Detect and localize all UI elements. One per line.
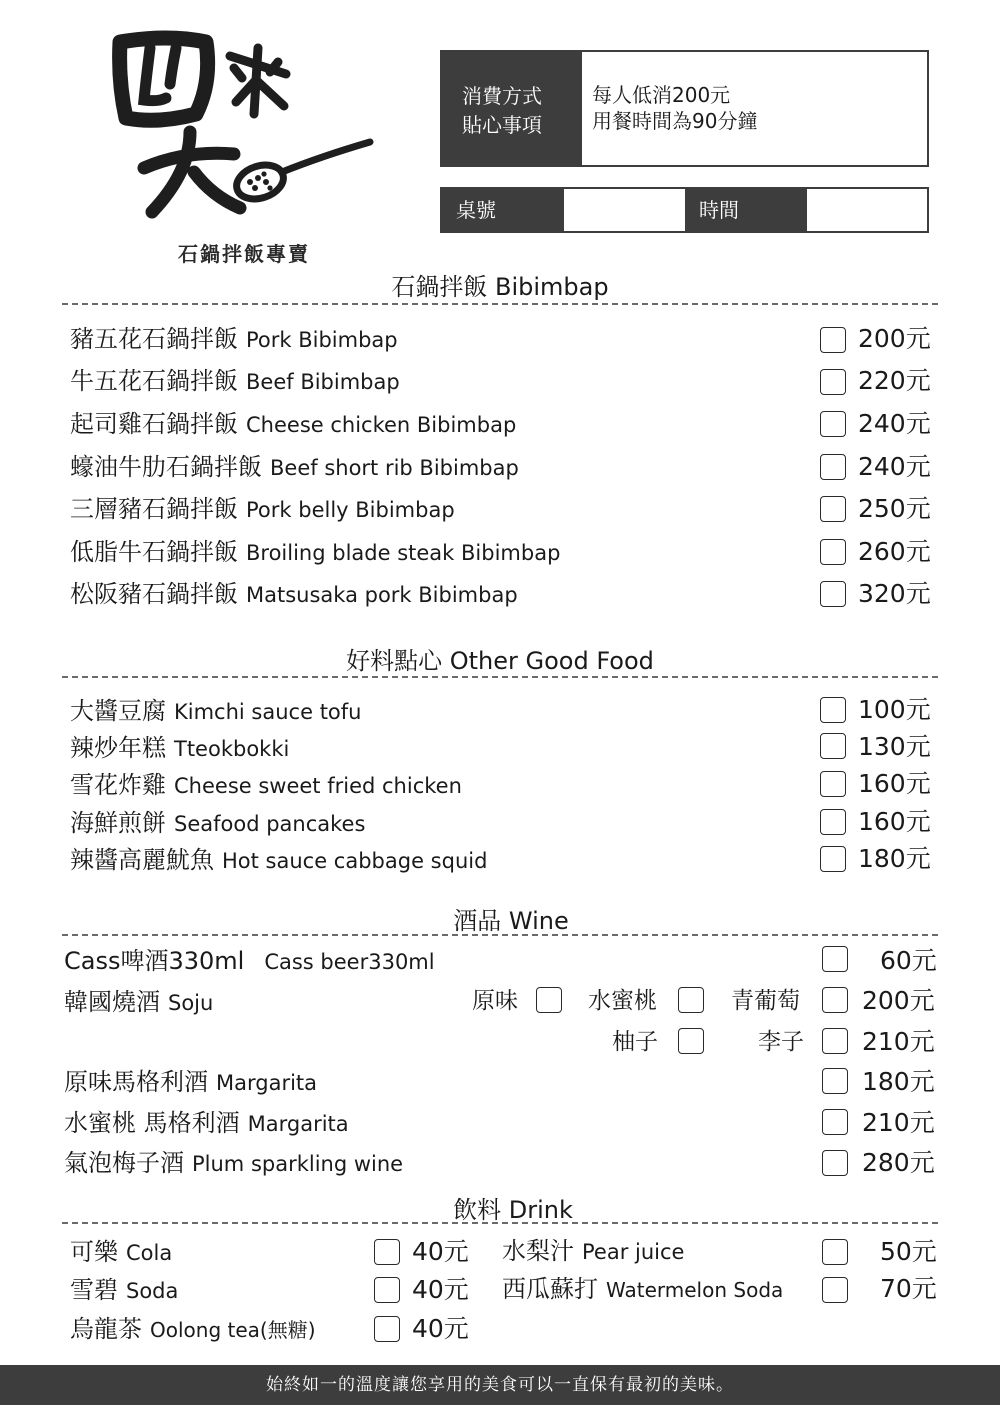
menu-item: [70, 770, 462, 801]
item-name-zh: 原味馬格利酒: [64, 1068, 208, 1096]
item-price: 240元: [858, 452, 931, 481]
order-checkbox[interactable]: [820, 581, 846, 607]
item-name-zh: 三層豬石鍋拌飯: [70, 495, 238, 523]
menu-item: [70, 366, 400, 397]
order-checkbox[interactable]: [822, 1277, 848, 1303]
menu-item: [70, 324, 398, 355]
item-name-en: Plum sparkling wine: [192, 1152, 404, 1176]
item-name-en: Tteokbokki: [174, 737, 290, 761]
info-label-line1: 消費方式: [462, 84, 542, 108]
menu-item: [70, 1275, 178, 1306]
section-divider: [62, 934, 938, 936]
item-name-en: Broiling blade steak Bibimbap: [246, 541, 561, 565]
item-price: 280元: [862, 1148, 935, 1177]
item-price: 210元: [862, 1027, 935, 1056]
menu-item: [70, 537, 560, 568]
drinks-section-title: 飲料 Drink: [453, 1196, 573, 1224]
time-label: 時間: [685, 189, 807, 231]
soju-original-checkbox[interactable]: [536, 987, 562, 1013]
item-name-zh: 辣醬高麗魷魚: [70, 846, 214, 874]
snacks-section-title: 好料點心 Other Good Food: [346, 647, 654, 675]
menu-item-soju: [64, 987, 213, 1018]
item-price: 50元: [880, 1237, 937, 1266]
item-name-en: Cola: [126, 1241, 173, 1265]
table-number-label: 桌號: [442, 189, 564, 231]
item-name-en: Margarita: [216, 1071, 318, 1095]
menu-item: [70, 409, 516, 440]
item-name-zh: 烏龍茶: [70, 1315, 142, 1343]
item-name-zh: 大醬豆腐: [70, 697, 166, 725]
item-name-en: Margarita: [247, 1112, 349, 1136]
item-price: 40元: [412, 1237, 469, 1266]
item-price: 200元: [862, 986, 935, 1015]
item-name-zh: 韓國燒酒: [64, 988, 160, 1016]
item-name-zh: 松阪豬石鍋拌飯: [70, 580, 238, 608]
soju-option-original: 原味: [472, 988, 518, 1014]
order-checkbox[interactable]: [374, 1316, 400, 1342]
section-divider: [62, 303, 938, 305]
order-checkbox[interactable]: [820, 539, 846, 565]
item-name-en: Matsusaka pork Bibimbap: [246, 583, 518, 607]
menu-item: [502, 1274, 783, 1305]
order-checkbox[interactable]: [822, 1109, 848, 1135]
soju-peach-checkbox[interactable]: [678, 987, 704, 1013]
item-name-zh: 水蜜桃 馬格利酒: [64, 1109, 240, 1137]
item-name-zh: 起司雞石鍋拌飯: [70, 410, 238, 438]
footer-slogan: 始終如一的溫度讓您享用的美食可以一直保有最初的美味。: [0, 1365, 1000, 1405]
order-fields-box: [440, 187, 929, 233]
menu-item-plum-wine: [64, 1148, 403, 1179]
brand-subtitle: 石鍋拌飯專賣: [178, 242, 310, 266]
order-checkbox[interactable]: [820, 697, 846, 723]
item-name-en: Cass beer330ml: [264, 950, 435, 974]
item-name-en: Cheese sweet fried chicken: [174, 774, 462, 798]
item-price: 180元: [858, 844, 931, 873]
menu-item-peach-margarita: [64, 1108, 349, 1139]
menu-item: [70, 733, 289, 764]
item-name-en: Seafood pancakes: [174, 812, 366, 836]
menu-item: [70, 579, 518, 610]
item-price: 250元: [858, 494, 931, 523]
section-divider: [62, 1222, 938, 1224]
item-name-en: Pear juice: [582, 1240, 685, 1264]
menu-item: [502, 1236, 684, 1267]
item-name-en: Oolong tea(無糖): [150, 1318, 316, 1342]
order-checkbox[interactable]: [374, 1239, 400, 1265]
dining-info-box: [440, 50, 929, 167]
menu-item: [70, 808, 365, 839]
order-checkbox[interactable]: [820, 846, 846, 872]
item-price: 40元: [412, 1275, 469, 1304]
soju-option-grape: 青葡萄: [731, 988, 800, 1014]
item-name-en: Beef Bibimbap: [246, 370, 400, 394]
item-name-zh: 蠔油牛肋石鍋拌飯: [70, 453, 262, 481]
order-checkbox[interactable]: [820, 733, 846, 759]
dining-info-label: [442, 52, 582, 165]
soju-plum-checkbox[interactable]: [822, 1028, 848, 1054]
item-name-zh: 水梨汁: [502, 1237, 574, 1265]
item-price: 210元: [862, 1108, 935, 1137]
item-price: 200元: [858, 324, 931, 353]
menu-item: [70, 1314, 316, 1345]
item-name-zh: 牛五花石鍋拌飯: [70, 367, 238, 395]
item-name-zh: 豬五花石鍋拌飯: [70, 325, 238, 353]
info-minimum-charge: 每人低消200元: [592, 83, 731, 107]
item-price: 320元: [858, 579, 931, 608]
item-price: 100元: [858, 695, 931, 724]
item-name-zh: 可樂: [70, 1238, 118, 1266]
item-name-en: Watermelon Soda: [606, 1278, 784, 1302]
item-name-en: Cheese chicken Bibimbap: [246, 413, 517, 437]
item-price: 260元: [858, 537, 931, 566]
menu-item: [70, 494, 455, 525]
item-price: 240元: [858, 409, 931, 438]
item-name-en: Soda: [126, 1279, 179, 1303]
item-price: 60元: [880, 946, 937, 975]
item-price: 130元: [858, 732, 931, 761]
item-price: 40元: [412, 1314, 469, 1343]
order-checkbox[interactable]: [820, 454, 846, 480]
item-name-zh: 海鮮煎餅: [70, 809, 166, 837]
order-checkbox[interactable]: [820, 327, 846, 353]
order-checkbox[interactable]: [820, 411, 846, 437]
menu-item-margarita: [64, 1067, 317, 1098]
info-time-limit: 用餐時間為90分鐘: [592, 109, 758, 133]
item-price: 180元: [862, 1067, 935, 1096]
item-name-en: Beef short rib Bibimbap: [270, 456, 519, 480]
soju-option-plum: 李子: [758, 1029, 804, 1055]
order-checkbox[interactable]: [820, 369, 846, 395]
order-checkbox[interactable]: [822, 946, 848, 972]
item-price: 160元: [858, 807, 931, 836]
wine-section-title: 酒品 Wine: [453, 907, 569, 935]
section-divider: [62, 676, 938, 678]
order-checkbox[interactable]: [822, 1068, 848, 1094]
menu-item: [70, 696, 361, 727]
item-name-zh: Cass啤酒330ml: [64, 947, 245, 975]
soju-grape-checkbox[interactable]: [822, 987, 848, 1013]
item-price: 220元: [858, 366, 931, 395]
item-name-zh: 低脂牛石鍋拌飯: [70, 538, 238, 566]
item-name-en: Pork Bibimbap: [246, 328, 398, 352]
menu-item: [70, 1237, 172, 1268]
order-checkbox[interactable]: [820, 809, 846, 835]
item-name-en: Kimchi sauce tofu: [174, 700, 362, 724]
menu-item: [70, 845, 487, 876]
item-name-zh: 西瓜蘇打: [502, 1275, 598, 1303]
order-checkbox[interactable]: [822, 1150, 848, 1176]
item-price: 70元: [880, 1274, 937, 1303]
menu-item-cass: [64, 946, 435, 977]
dining-info-text: [592, 82, 757, 134]
menu-item: [70, 452, 519, 483]
item-price: 160元: [858, 769, 931, 798]
soju-yuzu-checkbox[interactable]: [678, 1028, 704, 1054]
item-name-en: Hot sauce cabbage squid: [222, 849, 488, 873]
item-name-zh: 雪碧: [70, 1276, 118, 1304]
order-checkbox[interactable]: [820, 496, 846, 522]
brand-logo: [108, 22, 378, 222]
item-name-zh: 辣炒年糕: [70, 734, 166, 762]
item-name-en: Pork belly Bibimbap: [246, 498, 455, 522]
info-label-line2: 貼心事項: [462, 113, 542, 137]
order-checkbox[interactable]: [820, 771, 846, 797]
item-name-en: Soju: [168, 991, 214, 1015]
item-name-zh: 雪花炸雞: [70, 771, 166, 799]
order-checkbox[interactable]: [374, 1277, 400, 1303]
soju-option-peach: 水蜜桃: [588, 988, 657, 1014]
item-name-zh: 氣泡梅子酒: [64, 1149, 184, 1177]
order-checkbox[interactable]: [822, 1239, 848, 1265]
bibimbap-section-title: 石鍋拌飯 Bibimbap: [391, 273, 609, 301]
soju-option-yuzu: 柚子: [612, 1029, 658, 1055]
